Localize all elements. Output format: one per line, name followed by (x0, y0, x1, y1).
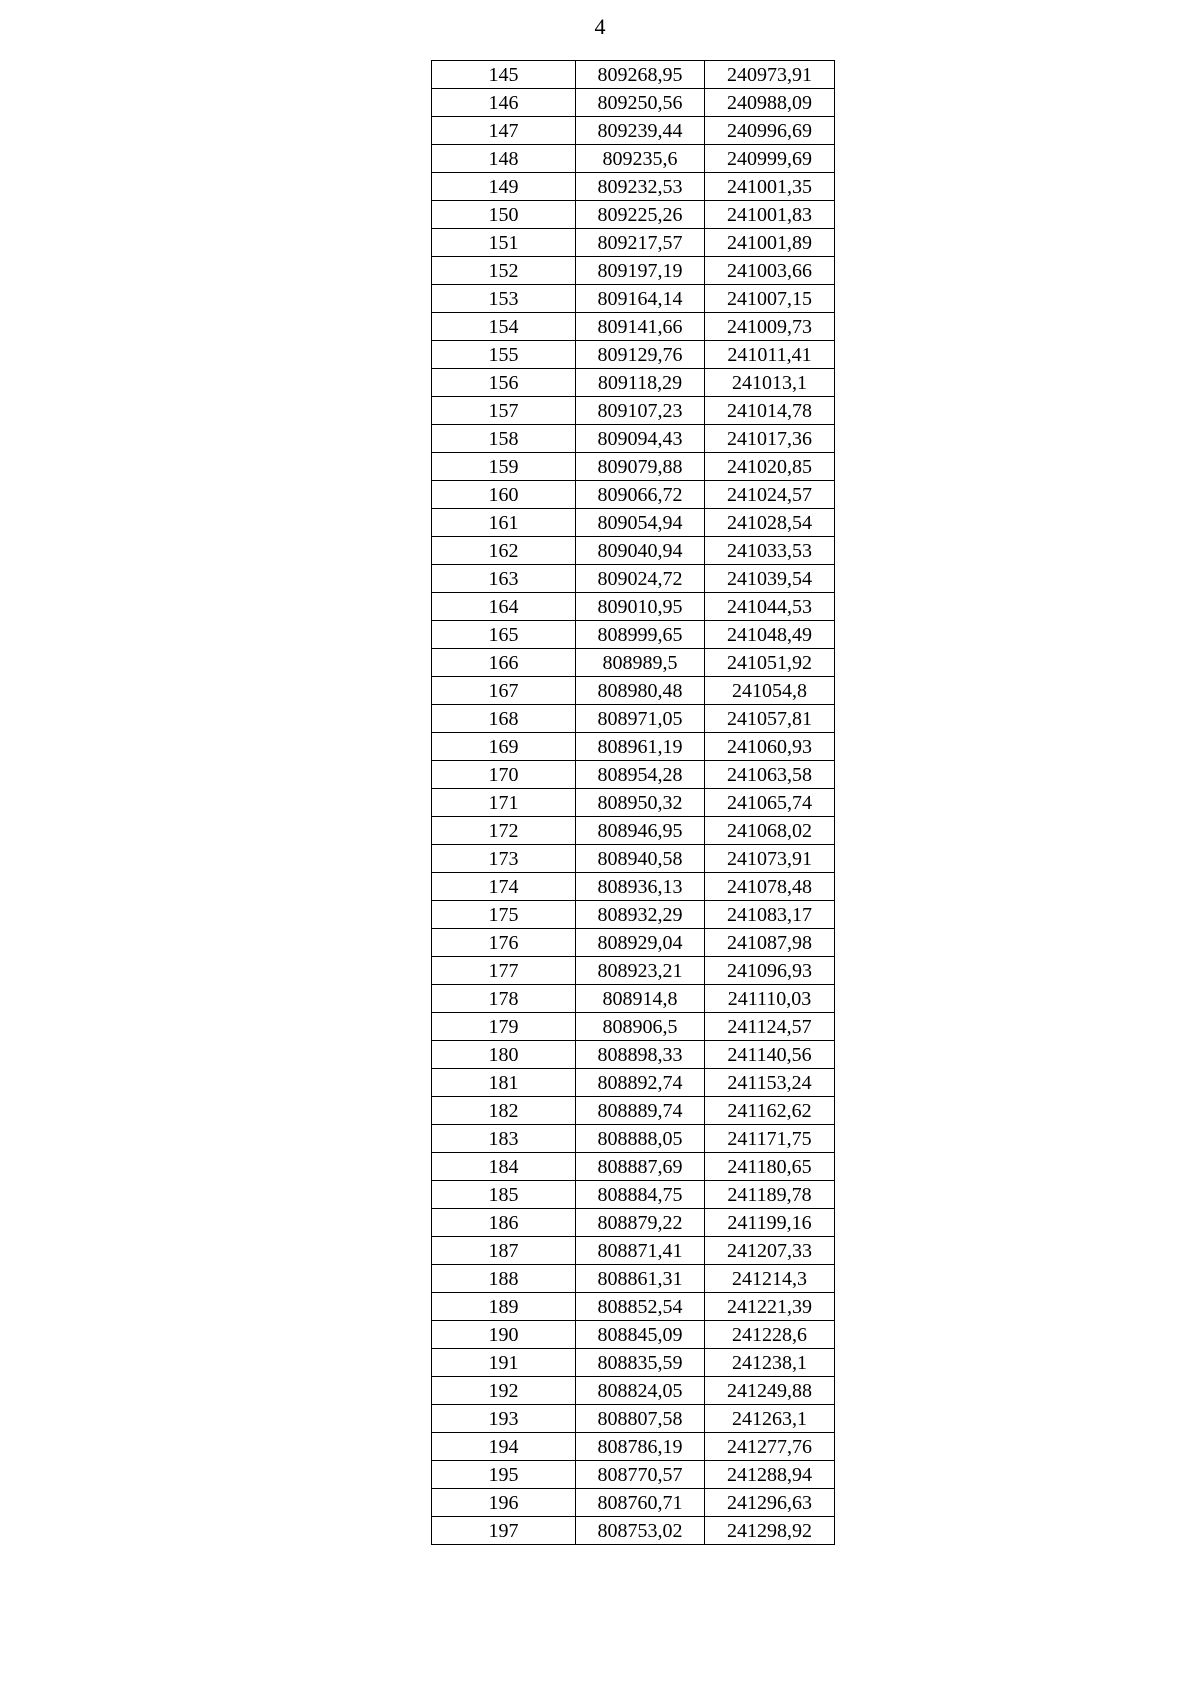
table-row (432, 985, 835, 1013)
y-coordinate-cell: 241249,88 (705, 1377, 835, 1405)
table-row (432, 705, 835, 733)
x-coordinate-cell: 809239,44 (576, 117, 705, 145)
table-row (432, 1013, 835, 1041)
x-coordinate-cell: 808892,74 (576, 1069, 705, 1097)
x-coordinate-cell: 808946,95 (576, 817, 705, 845)
x-coordinate-cell: 809164,14 (576, 285, 705, 313)
y-coordinate-cell: 241057,81 (705, 705, 835, 733)
x-coordinate-cell: 809066,72 (576, 481, 705, 509)
point-number-cell: 151 (432, 229, 576, 257)
table-row (432, 61, 835, 89)
table-row (432, 1405, 835, 1433)
point-number-cell: 167 (432, 677, 576, 705)
table-row (432, 761, 835, 789)
point-number-cell: 173 (432, 845, 576, 873)
y-coordinate-cell: 241011,41 (705, 341, 835, 369)
y-coordinate-cell: 241009,73 (705, 313, 835, 341)
x-coordinate-cell: 808961,19 (576, 733, 705, 761)
y-coordinate-cell: 241014,78 (705, 397, 835, 425)
y-coordinate-cell: 241221,39 (705, 1293, 835, 1321)
x-coordinate-cell: 808936,13 (576, 873, 705, 901)
table-row (432, 817, 835, 845)
point-number-cell: 188 (432, 1265, 576, 1293)
table-row (432, 1181, 835, 1209)
x-coordinate-cell: 808770,57 (576, 1461, 705, 1489)
x-coordinate-cell: 809197,19 (576, 257, 705, 285)
coordinates-table-body (432, 61, 835, 1545)
point-number-cell: 168 (432, 705, 576, 733)
x-coordinate-cell: 809079,88 (576, 453, 705, 481)
y-coordinate-cell: 241024,57 (705, 481, 835, 509)
y-coordinate-cell: 241288,94 (705, 1461, 835, 1489)
table-row (432, 565, 835, 593)
x-coordinate-cell: 808932,29 (576, 901, 705, 929)
point-number-cell: 183 (432, 1125, 576, 1153)
y-coordinate-cell: 241207,33 (705, 1237, 835, 1265)
table-row (432, 285, 835, 313)
y-coordinate-cell: 241140,56 (705, 1041, 835, 1069)
y-coordinate-cell: 241083,17 (705, 901, 835, 929)
table-row (432, 957, 835, 985)
table-row (432, 1321, 835, 1349)
point-number-cell: 171 (432, 789, 576, 817)
x-coordinate-cell: 808871,41 (576, 1237, 705, 1265)
point-number-cell: 172 (432, 817, 576, 845)
x-coordinate-cell: 808786,19 (576, 1433, 705, 1461)
y-coordinate-cell: 241028,54 (705, 509, 835, 537)
point-number-cell: 178 (432, 985, 576, 1013)
table-row (432, 537, 835, 565)
point-number-cell: 166 (432, 649, 576, 677)
y-coordinate-cell: 241033,53 (705, 537, 835, 565)
y-coordinate-cell: 241007,15 (705, 285, 835, 313)
table-row (432, 1125, 835, 1153)
point-number-cell: 176 (432, 929, 576, 957)
point-number-cell: 159 (432, 453, 576, 481)
point-number-cell: 156 (432, 369, 576, 397)
y-coordinate-cell: 241039,54 (705, 565, 835, 593)
x-coordinate-cell: 808887,69 (576, 1153, 705, 1181)
x-coordinate-cell: 808807,58 (576, 1405, 705, 1433)
point-number-cell: 157 (432, 397, 576, 425)
y-coordinate-cell: 241065,74 (705, 789, 835, 817)
x-coordinate-cell: 809129,76 (576, 341, 705, 369)
point-number-cell: 154 (432, 313, 576, 341)
page-number: 4 (594, 14, 606, 39)
y-coordinate-cell: 241180,65 (705, 1153, 835, 1181)
table-row (432, 1209, 835, 1237)
table-row (432, 1461, 835, 1489)
point-number-cell: 162 (432, 537, 576, 565)
x-coordinate-cell: 808980,48 (576, 677, 705, 705)
x-coordinate-cell: 809054,94 (576, 509, 705, 537)
table-row (432, 117, 835, 145)
x-coordinate-cell: 808835,59 (576, 1349, 705, 1377)
y-coordinate-cell: 241162,62 (705, 1097, 835, 1125)
y-coordinate-cell: 241298,92 (705, 1517, 835, 1545)
y-coordinate-cell: 241199,16 (705, 1209, 835, 1237)
y-coordinate-cell: 241078,48 (705, 873, 835, 901)
x-coordinate-cell: 809010,95 (576, 593, 705, 621)
table-row (432, 1349, 835, 1377)
table-row (432, 1265, 835, 1293)
x-coordinate-cell: 809107,23 (576, 397, 705, 425)
table-row (432, 1237, 835, 1265)
y-coordinate-cell: 241124,57 (705, 1013, 835, 1041)
point-number-cell: 150 (432, 201, 576, 229)
point-number-cell: 194 (432, 1433, 576, 1461)
table-row (432, 341, 835, 369)
x-coordinate-cell: 809268,95 (576, 61, 705, 89)
x-coordinate-cell: 808923,21 (576, 957, 705, 985)
y-coordinate-cell: 241013,1 (705, 369, 835, 397)
y-coordinate-cell: 241214,3 (705, 1265, 835, 1293)
table-row (432, 481, 835, 509)
table-row (432, 1517, 835, 1545)
table-row (432, 901, 835, 929)
point-number-cell: 152 (432, 257, 576, 285)
x-coordinate-cell: 808914,8 (576, 985, 705, 1013)
x-coordinate-cell: 808940,58 (576, 845, 705, 873)
point-number-cell: 147 (432, 117, 576, 145)
x-coordinate-cell: 809040,94 (576, 537, 705, 565)
table-row (432, 173, 835, 201)
y-coordinate-cell: 241153,24 (705, 1069, 835, 1097)
point-number-cell: 158 (432, 425, 576, 453)
table-row (432, 453, 835, 481)
x-coordinate-cell: 808879,22 (576, 1209, 705, 1237)
x-coordinate-cell: 809250,56 (576, 89, 705, 117)
y-coordinate-cell: 240988,09 (705, 89, 835, 117)
y-coordinate-cell: 241228,6 (705, 1321, 835, 1349)
y-coordinate-cell: 240996,69 (705, 117, 835, 145)
x-coordinate-cell: 808824,05 (576, 1377, 705, 1405)
table-row (432, 145, 835, 173)
table-row (432, 257, 835, 285)
y-coordinate-cell: 241073,91 (705, 845, 835, 873)
y-coordinate-cell: 241001,89 (705, 229, 835, 257)
table-row (432, 397, 835, 425)
y-coordinate-cell: 241060,93 (705, 733, 835, 761)
coordinates-table (431, 60, 835, 1545)
y-coordinate-cell: 241171,75 (705, 1125, 835, 1153)
x-coordinate-cell: 809094,43 (576, 425, 705, 453)
x-coordinate-cell: 808852,54 (576, 1293, 705, 1321)
x-coordinate-cell: 808898,33 (576, 1041, 705, 1069)
x-coordinate-cell: 808954,28 (576, 761, 705, 789)
y-coordinate-cell: 241054,8 (705, 677, 835, 705)
table-row (432, 201, 835, 229)
x-coordinate-cell: 809232,53 (576, 173, 705, 201)
point-number-cell: 148 (432, 145, 576, 173)
table-row (432, 1377, 835, 1405)
x-coordinate-cell: 808760,71 (576, 1489, 705, 1517)
y-coordinate-cell: 241001,35 (705, 173, 835, 201)
table-row (432, 1293, 835, 1321)
table-row (432, 873, 835, 901)
y-coordinate-cell: 241189,78 (705, 1181, 835, 1209)
table-row (432, 425, 835, 453)
point-number-cell: 163 (432, 565, 576, 593)
y-coordinate-cell: 241263,1 (705, 1405, 835, 1433)
table-row (432, 1097, 835, 1125)
y-coordinate-cell: 241096,93 (705, 957, 835, 985)
y-coordinate-cell: 241087,98 (705, 929, 835, 957)
x-coordinate-cell: 808999,65 (576, 621, 705, 649)
y-coordinate-cell: 241068,02 (705, 817, 835, 845)
x-coordinate-cell: 809024,72 (576, 565, 705, 593)
x-coordinate-cell: 809225,26 (576, 201, 705, 229)
point-number-cell: 146 (432, 89, 576, 117)
point-number-cell: 145 (432, 61, 576, 89)
y-coordinate-cell: 241110,03 (705, 985, 835, 1013)
table-row (432, 677, 835, 705)
y-coordinate-cell: 240973,91 (705, 61, 835, 89)
table-row (432, 1041, 835, 1069)
y-coordinate-cell: 241001,83 (705, 201, 835, 229)
table-row (432, 621, 835, 649)
x-coordinate-cell: 808889,74 (576, 1097, 705, 1125)
point-number-cell: 177 (432, 957, 576, 985)
point-number-cell: 155 (432, 341, 576, 369)
point-number-cell: 187 (432, 1237, 576, 1265)
point-number-cell: 175 (432, 901, 576, 929)
y-coordinate-cell: 241051,92 (705, 649, 835, 677)
y-coordinate-cell: 240999,69 (705, 145, 835, 173)
y-coordinate-cell: 241296,63 (705, 1489, 835, 1517)
table-row (432, 929, 835, 957)
table-row (432, 313, 835, 341)
point-number-cell: 181 (432, 1069, 576, 1097)
point-number-cell: 179 (432, 1013, 576, 1041)
point-number-cell: 153 (432, 285, 576, 313)
y-coordinate-cell: 241048,49 (705, 621, 835, 649)
point-number-cell: 190 (432, 1321, 576, 1349)
point-number-cell: 196 (432, 1489, 576, 1517)
point-number-cell: 191 (432, 1349, 576, 1377)
point-number-cell: 180 (432, 1041, 576, 1069)
point-number-cell: 185 (432, 1181, 576, 1209)
point-number-cell: 182 (432, 1097, 576, 1125)
table-row (432, 1489, 835, 1517)
y-coordinate-cell: 241044,53 (705, 593, 835, 621)
x-coordinate-cell: 808906,5 (576, 1013, 705, 1041)
point-number-cell: 161 (432, 509, 576, 537)
point-number-cell: 164 (432, 593, 576, 621)
x-coordinate-cell: 808753,02 (576, 1517, 705, 1545)
x-coordinate-cell: 808845,09 (576, 1321, 705, 1349)
x-coordinate-cell: 808884,75 (576, 1181, 705, 1209)
x-coordinate-cell: 808950,32 (576, 789, 705, 817)
point-number-cell: 195 (432, 1461, 576, 1489)
x-coordinate-cell: 808888,05 (576, 1125, 705, 1153)
point-number-cell: 169 (432, 733, 576, 761)
table-row (432, 1433, 835, 1461)
table-row (432, 733, 835, 761)
table-row (432, 229, 835, 257)
point-number-cell: 184 (432, 1153, 576, 1181)
table-row (432, 1069, 835, 1097)
table-row (432, 369, 835, 397)
table-row (432, 1153, 835, 1181)
y-coordinate-cell: 241277,76 (705, 1433, 835, 1461)
point-number-cell: 189 (432, 1293, 576, 1321)
x-coordinate-cell: 808989,5 (576, 649, 705, 677)
table-row (432, 89, 835, 117)
point-number-cell: 170 (432, 761, 576, 789)
table-row (432, 509, 835, 537)
point-number-cell: 160 (432, 481, 576, 509)
point-number-cell: 149 (432, 173, 576, 201)
point-number-cell: 192 (432, 1377, 576, 1405)
point-number-cell: 197 (432, 1517, 576, 1545)
x-coordinate-cell: 809235,6 (576, 145, 705, 173)
table-row (432, 789, 835, 817)
point-number-cell: 165 (432, 621, 576, 649)
point-number-cell: 193 (432, 1405, 576, 1433)
x-coordinate-cell: 808861,31 (576, 1265, 705, 1293)
x-coordinate-cell: 809217,57 (576, 229, 705, 257)
table-row (432, 593, 835, 621)
x-coordinate-cell: 808929,04 (576, 929, 705, 957)
table-row (432, 649, 835, 677)
point-number-cell: 174 (432, 873, 576, 901)
x-coordinate-cell: 809141,66 (576, 313, 705, 341)
point-number-cell: 186 (432, 1209, 576, 1237)
x-coordinate-cell: 809118,29 (576, 369, 705, 397)
y-coordinate-cell: 241003,66 (705, 257, 835, 285)
table-row (432, 845, 835, 873)
y-coordinate-cell: 241020,85 (705, 453, 835, 481)
y-coordinate-cell: 241017,36 (705, 425, 835, 453)
x-coordinate-cell: 808971,05 (576, 705, 705, 733)
y-coordinate-cell: 241238,1 (705, 1349, 835, 1377)
y-coordinate-cell: 241063,58 (705, 761, 835, 789)
